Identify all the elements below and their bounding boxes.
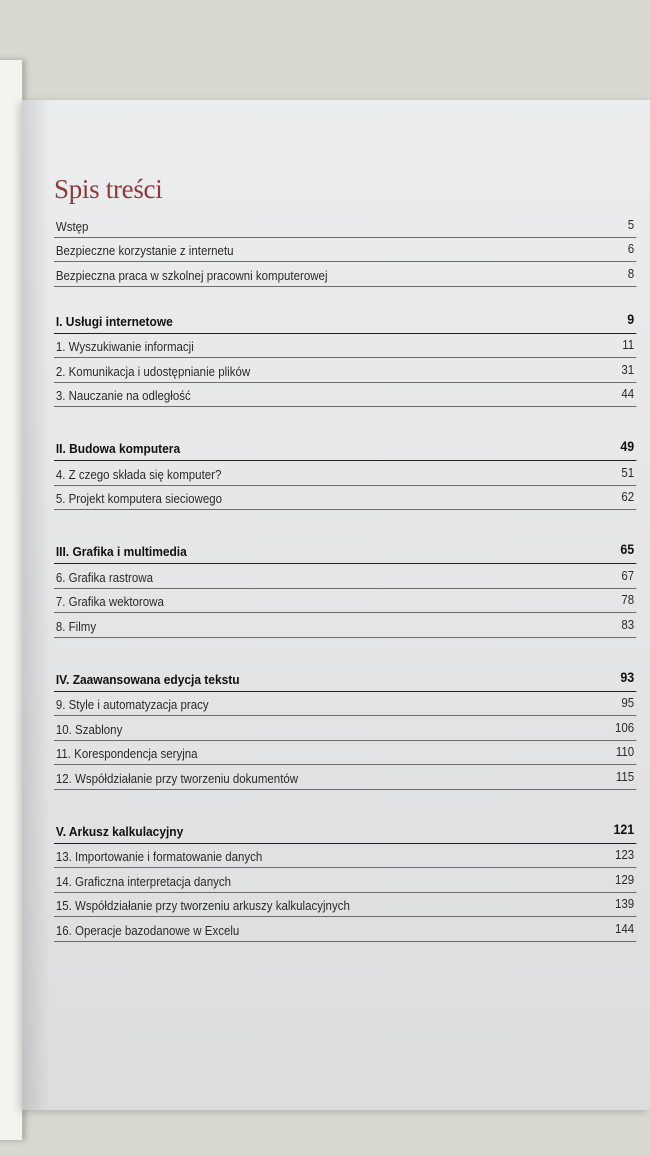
toc-entry-label: 2. Komunikacja i udostępnianie plików: [55, 364, 251, 379]
toc-page-number: 129: [614, 872, 635, 887]
toc-page-number: 78: [621, 593, 635, 607]
toc-entry-label: Bezpieczne korzystanie z internetu: [55, 244, 234, 258]
toc-entry-label: 11. Korespondencja seryjna: [55, 747, 198, 761]
toc-row: [54, 692, 636, 717]
toc-row: [54, 564, 636, 589]
toc-entry-label: 10. Szablony: [55, 722, 123, 737]
toc-entry-label: 5. Projekt komputera sieciowego: [55, 492, 223, 506]
toc-section-heading: [54, 817, 636, 844]
toc-entry-label: 16. Operacje bazodanowe w Excelu: [55, 923, 240, 938]
toc-row: [54, 893, 636, 918]
toc-row: [54, 262, 636, 287]
toc-row: [54, 844, 636, 869]
toc-entry-label: 6. Grafika rastrowa: [55, 570, 153, 585]
toc-entry-label: 9. Style i automatyzacja pracy: [55, 698, 209, 712]
toc-row: [54, 589, 636, 614]
toc-row: [54, 765, 636, 790]
section-label: IV. Zaawansowana edycja tekstu: [55, 671, 240, 687]
toc-entry-label: 8. Filmy: [55, 619, 97, 634]
toc-page-number: 44: [621, 387, 635, 401]
toc-entry-label: 7. Grafika wektorowa: [55, 595, 164, 609]
toc-row: [54, 486, 636, 511]
toc-entry-label: 3. Nauczanie na odległość: [55, 389, 191, 403]
section-label: III. Grafika i multimedia: [55, 544, 187, 559]
toc-entry-label: 14. Graficzna interpretacja danych: [55, 874, 231, 889]
section-page-number: 121: [613, 821, 635, 837]
toc-page-number: 123: [614, 848, 635, 862]
toc-page-number: 83: [621, 617, 635, 632]
section-page-number: 65: [620, 542, 635, 557]
toc-row: [54, 716, 636, 741]
toc-page-number: 144: [614, 921, 635, 936]
toc-entry-label: 12. Współdziałanie przy tworzeniu dokumentów: [55, 771, 299, 786]
toc-row: [54, 213, 636, 238]
section-label: II. Budowa komputera: [55, 441, 181, 456]
section-page-number: 93: [620, 669, 635, 685]
toc-row: [54, 358, 636, 383]
toc-page-number: 11: [622, 338, 635, 352]
toc-page-number: 115: [615, 769, 635, 784]
toc-row: [54, 238, 636, 263]
toc-page-number: 8: [627, 266, 635, 281]
toc-row: [54, 917, 636, 942]
toc-page-number: 62: [621, 490, 635, 504]
section-label: V. Arkusz kalkulacyjny: [55, 823, 184, 839]
toc-page-number: 139: [614, 897, 635, 911]
section-label: I. Usługi internetowe: [55, 313, 173, 329]
toc-page-number: 51: [621, 465, 635, 480]
toc-row: [54, 613, 636, 638]
toc-row: [54, 868, 636, 893]
toc-page-number: 5: [627, 217, 635, 232]
facing-page-edge: [0, 60, 23, 1140]
toc-page-number: 95: [621, 696, 635, 710]
toc-row: [54, 741, 636, 766]
toc-page-number: 110: [615, 745, 635, 759]
toc-entry-label: 1. Wyszukiwanie informacji: [55, 340, 194, 354]
toc-page-number: 6: [627, 242, 635, 256]
toc-row: [54, 461, 636, 486]
toc-entry-label: Wstęp: [55, 219, 89, 234]
toc-entry-label: 13. Importowanie i formatowanie danych: [55, 850, 263, 864]
section-page-number: 49: [620, 439, 635, 454]
toc-section-heading: [54, 434, 636, 461]
toc-section-heading: [54, 537, 636, 564]
toc-page-number: 31: [621, 362, 635, 377]
book-page: [22, 100, 650, 1110]
toc-page-number: 67: [621, 568, 635, 583]
page-title: Spis treści: [54, 174, 163, 204]
toc-section-heading: [54, 307, 636, 334]
toc-entry-label: 4. Z czego składa się komputer?: [55, 467, 222, 482]
toc-section-heading: [54, 665, 636, 692]
section-page-number: 9: [627, 311, 635, 327]
table-of-contents: [54, 213, 636, 942]
toc-row: [54, 383, 636, 408]
toc-row: [54, 334, 636, 359]
toc-entry-label: Bezpieczna praca w szkolnej pracowni komputerowej: [55, 268, 328, 283]
toc-page-number: 106: [614, 720, 635, 735]
toc-entry-label: 15. Współdziałanie przy tworzeniu arkuszy kalkulacyjnych: [55, 899, 350, 913]
